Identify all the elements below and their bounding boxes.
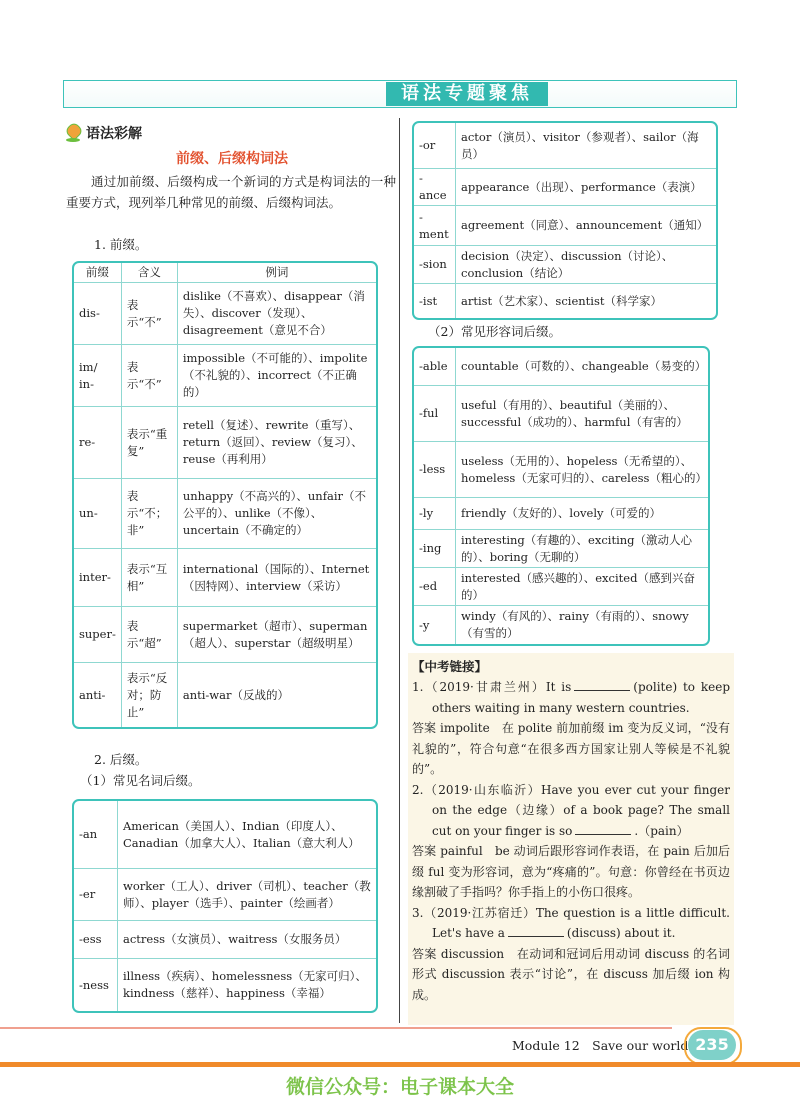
table-row bbox=[74, 479, 376, 549]
column-divider bbox=[399, 118, 400, 1023]
watermark-text: 微信公众号：电子课本大全 bbox=[285, 1076, 514, 1098]
suffix-cell: -er bbox=[74, 869, 118, 921]
question-1-text-b: (polite) to keep others waiting in many western countries. bbox=[432, 680, 731, 715]
module-title: Module 12 Save our world bbox=[512, 1038, 689, 1053]
example-cell: actor（演员）、visitor（参观者）、sailor（海员） bbox=[456, 123, 716, 169]
example-cell: American（美国人）、Indian（印度人）、Canadian（加拿大人）、Italian（意大利人） bbox=[118, 801, 376, 869]
example-cell: interesting（有趣的）、exciting（激动人心的）、boring（无聊的） bbox=[456, 530, 708, 568]
prefix-cell: re- bbox=[74, 407, 122, 479]
table-row bbox=[414, 246, 716, 284]
example-cell: useless（无用的）、hopeless（无希望的）、homeless（无家可归的）、careless（粗心的） bbox=[456, 442, 708, 498]
table-row bbox=[74, 607, 376, 663]
table-row bbox=[74, 921, 376, 959]
table-row bbox=[414, 386, 708, 442]
table-row bbox=[414, 442, 708, 498]
suffix-cell: -ly bbox=[414, 498, 456, 530]
example-cell: appearance（出现）、performance（表演） bbox=[456, 169, 716, 206]
example-cell: retell（复述）、rewrite（重写）、return（返回）、review（复习）、reuse（再利用） bbox=[178, 407, 376, 479]
table-row bbox=[74, 869, 376, 921]
prefix-cell: super- bbox=[74, 607, 122, 663]
meaning-cell: 表示“不” bbox=[122, 283, 178, 345]
example-cell: illness（疾病）、homelessness（无家可归）、kindness（慈祥）、happiness（幸福） bbox=[123, 969, 367, 1000]
example-cell: international（国际的）、Internet（因特网）、interview（采访） bbox=[178, 549, 376, 607]
prefix-cell: inter- bbox=[74, 549, 122, 607]
table-header: 前缀 bbox=[74, 263, 122, 283]
suffix-cell: -ed bbox=[414, 568, 456, 606]
intro-paragraph: 通过加前缀、后缀构成一个新词的方式是构词法的一种重要方式，现列举几种常见的前缀、后缀构词法。 bbox=[66, 174, 396, 210]
example-cell: impossible（不可能的）、impolite（不礼貌的）、incorrect（不正确的） bbox=[178, 345, 376, 407]
table-row bbox=[414, 284, 716, 318]
meaning-cell: 表示“不” bbox=[122, 345, 178, 407]
suffix-cell: -ful bbox=[414, 386, 456, 442]
suffix-cell: -ing bbox=[414, 530, 456, 568]
meaning-cell: 表示“超” bbox=[122, 607, 178, 663]
answer-1: 答案 impolite 在 polite 前加前缀 im 变为反义词，“没有礼貌的”，符合句意“在很多西方国家让别人等候是不礼貌的”。 bbox=[412, 721, 730, 776]
table-row bbox=[414, 568, 708, 606]
example-cell: actress（女演员）、waitress（女服务员） bbox=[118, 921, 376, 959]
prefix-label: 1. 前缀。 bbox=[94, 237, 148, 252]
footer-bar bbox=[0, 1062, 800, 1067]
section-banner bbox=[63, 80, 737, 108]
question-2 bbox=[412, 780, 730, 842]
example-cell: interested（感兴趣的）、excited（感到兴奋的） bbox=[456, 568, 708, 606]
answer-2: 答案 painful be 动词后跟形容词作表语，在 pain 后加后缀 ful 变为形容词，意为“疼痛的”。句意：你曾经在书页边缘割破了手指吗？你手指上的小伤口很疼。 bbox=[412, 844, 730, 899]
question-3-text-b: (discuss) about it. bbox=[566, 926, 676, 940]
section-subtitle: 前缀、后缀构词法 bbox=[176, 151, 288, 167]
suffix-cell: -an bbox=[74, 801, 118, 869]
example-cell: agreement（同意）、announcement（通知） bbox=[456, 206, 716, 246]
question-1 bbox=[412, 677, 730, 718]
example-cell: decision（决定）、discussion（讨论）、conclusion（结论） bbox=[456, 246, 716, 284]
suffix-cell: -sion bbox=[414, 246, 456, 284]
table-row bbox=[414, 123, 716, 169]
section-heading bbox=[66, 122, 142, 144]
table-row bbox=[414, 348, 708, 386]
table-row bbox=[74, 549, 376, 607]
exam-link-title: 【中考链接】 bbox=[412, 659, 488, 674]
example-cell: artist（艺术家）、scientist（科学家） bbox=[461, 293, 662, 308]
page-number: 235 bbox=[688, 1030, 736, 1060]
footer-divider bbox=[0, 1027, 672, 1029]
table-row bbox=[74, 801, 376, 869]
table-row bbox=[74, 345, 376, 407]
example-cell: worker（工人）、driver（司机）、teacher（教师）、player（选手）、painter（绘画者） bbox=[118, 869, 376, 921]
table-row bbox=[414, 606, 708, 644]
banner-title: 语法专题聚焦 bbox=[386, 82, 548, 106]
meaning-cell: 表示“不；非” bbox=[122, 479, 178, 549]
answer-3: 答案 discussion 在动词和冠词后用动词 discuss 的名词形式 discussion 表示“讨论”，在 discuss 加后缀 ion 构成。 bbox=[412, 946, 730, 1002]
suffix-cell: -or bbox=[414, 123, 456, 169]
example-cell: anti-war（反战的） bbox=[182, 687, 290, 702]
table-row bbox=[74, 663, 376, 727]
noun-suffix-label: （1）常见名词后缀。 bbox=[80, 773, 201, 788]
noun-suffix-table-left bbox=[72, 799, 378, 1013]
question-2-text-a: 2.（2019·山东临沂）Have you ever cut your finger on the edge（边缘）of a book page? The small cut on your finger is so bbox=[412, 782, 730, 838]
table-header: 含义 bbox=[122, 263, 178, 283]
exam-link-content bbox=[412, 677, 730, 1005]
suffix-cell: -ment bbox=[414, 206, 456, 246]
meaning-cell: 表示“反对；防止” bbox=[122, 663, 178, 727]
adj-suffix-table bbox=[412, 346, 710, 646]
suffix-cell: -able bbox=[414, 348, 456, 386]
section-title: 语法彩解 bbox=[86, 126, 142, 142]
noun-suffix-table-right bbox=[412, 121, 718, 320]
table-row bbox=[414, 530, 708, 568]
suffix-cell: -ness bbox=[74, 959, 118, 1011]
table-row bbox=[414, 498, 708, 530]
meaning-cell: 表示“互相” bbox=[122, 549, 178, 607]
question-3 bbox=[412, 903, 730, 944]
example-cell: useful（有用的）、beautiful（美丽的）、successful（成功的）、harmful（有害的） bbox=[456, 386, 708, 442]
table-row bbox=[74, 959, 376, 1011]
suffix-cell: -y bbox=[414, 606, 456, 644]
suffix-cell: -ist bbox=[414, 284, 456, 318]
table-row bbox=[414, 206, 716, 246]
table-row bbox=[414, 169, 716, 206]
answer-blank bbox=[508, 924, 564, 937]
answer-blank bbox=[574, 678, 630, 691]
example-cell: windy（有风的）、rainy（有雨的）、snowy（有雪的） bbox=[461, 609, 689, 640]
adj-suffix-label: （2）常见形容词后缀。 bbox=[428, 324, 561, 339]
table-row bbox=[74, 407, 376, 479]
example-cell: dislike（不喜欢）、disappear（消失）、discover（发现）、disagreement（意见不合） bbox=[178, 283, 376, 345]
question-2-text-b: .（pain） bbox=[634, 823, 689, 838]
table-row bbox=[74, 283, 376, 345]
meaning-cell: 表示“重复” bbox=[122, 407, 178, 479]
prefix-cell: un- bbox=[74, 479, 122, 549]
table-header: 例词 bbox=[178, 263, 376, 283]
prefix-cell: dis- bbox=[74, 283, 122, 345]
example-cell: friendly（友好的）、lovely（可爱的） bbox=[456, 498, 708, 530]
suffix-label: 2. 后缀。 bbox=[94, 752, 148, 767]
suffix-cell: -ance bbox=[414, 169, 456, 206]
example-cell: supermarket（超市）、superman（超人）、superstar（超级明星） bbox=[178, 607, 376, 663]
question-3-text-a: 3.（2019·江苏宿迁）The question is a little difficult. Let's have a bbox=[412, 905, 730, 940]
example-cell: countable（可数的）、changeable（易变的） bbox=[456, 348, 708, 386]
answer-blank bbox=[575, 822, 631, 835]
prefix-cell: im/ in- bbox=[74, 345, 122, 407]
prefix-table bbox=[72, 261, 378, 729]
location-pin-icon bbox=[66, 124, 80, 142]
question-1-text-a: 1.（2019·甘肃兰州）It is bbox=[412, 680, 572, 694]
prefix-cell: anti- bbox=[74, 663, 122, 727]
suffix-cell: -less bbox=[414, 442, 456, 498]
example-cell: unhappy（不高兴的）、unfair（不公平的）、unlike（不像）、uncertain（不确定的） bbox=[178, 479, 376, 549]
suffix-cell: -ess bbox=[74, 921, 118, 959]
